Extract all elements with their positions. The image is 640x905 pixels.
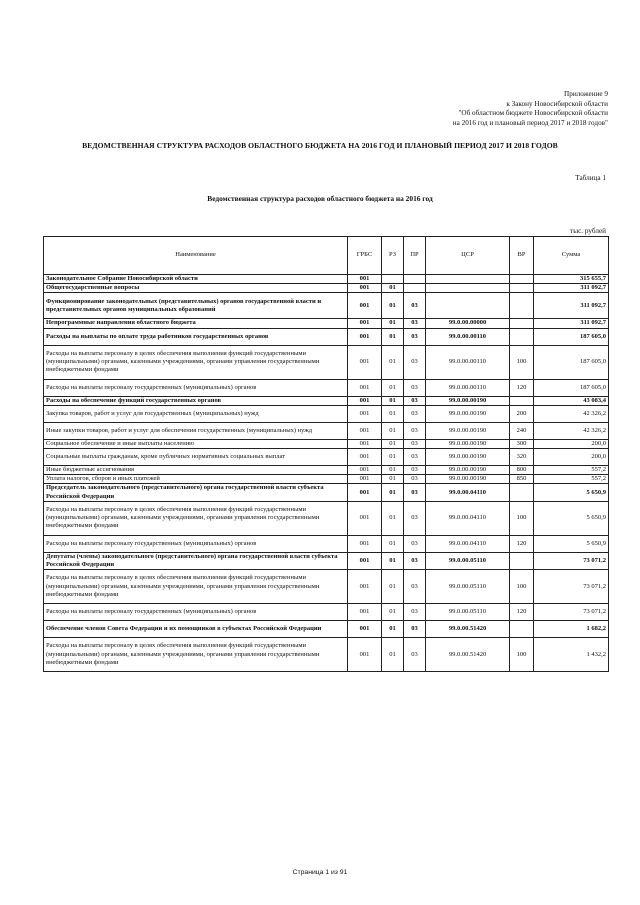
appendix-line: Приложение 9 — [564, 90, 608, 98]
cell-pr: 03 — [404, 379, 426, 396]
table-row — [44, 449, 609, 466]
cell-csr: 99.0.00.05110 — [426, 570, 510, 604]
cell-pr: 03 — [404, 439, 426, 448]
cell-sum: 42 326,2 — [534, 405, 609, 422]
cell-pr: 03 — [404, 552, 426, 569]
cell-grbs: 001 — [348, 345, 382, 379]
header-vr: ВР — [510, 237, 534, 275]
cell-sum: 42 326,2 — [534, 422, 609, 439]
cell-csr — [426, 293, 510, 319]
cell-vr: 240 — [510, 422, 534, 439]
cell-pr: 03 — [404, 405, 426, 422]
table-row — [44, 422, 609, 439]
cell-rz: 01 — [382, 535, 404, 552]
cell-vr — [510, 293, 534, 319]
cell-pr: 03 — [404, 466, 426, 475]
cell-grbs: 001 — [348, 293, 382, 319]
cell-grbs: 001 — [348, 604, 382, 621]
cell-grbs: 001 — [348, 379, 382, 396]
cell-csr: 99.0.00.51420 — [426, 621, 510, 638]
cell-grbs: 001 — [348, 328, 382, 345]
table-row — [44, 604, 609, 621]
cell-pr: 03 — [404, 570, 426, 604]
cell-rz: 01 — [382, 422, 404, 439]
cell-rz: 01 — [382, 319, 404, 328]
cell-rz: 01 — [382, 552, 404, 569]
cell-rz — [382, 275, 404, 284]
page-footer: Страница 1 из 91 — [292, 869, 348, 876]
table-header-row — [44, 237, 609, 275]
table-row — [44, 552, 609, 569]
table-row — [44, 275, 609, 284]
units-label: тыс. рублей — [570, 227, 606, 235]
table-row — [44, 405, 609, 422]
cell-grbs: 001 — [348, 484, 382, 501]
cell-name: Расходы на выплаты персоналу государственных (муниципальных) органов — [44, 379, 348, 396]
cell-grbs: 001 — [348, 535, 382, 552]
table-row — [44, 638, 609, 672]
cell-sum: 200,0 — [534, 449, 609, 466]
cell-rz: 01 — [382, 621, 404, 638]
cell-vr — [510, 552, 534, 569]
cell-csr: 99.0.00.05110 — [426, 604, 510, 621]
cell-pr: 03 — [404, 328, 426, 345]
cell-grbs: 001 — [348, 319, 382, 328]
cell-name: Социальные выплаты гражданам, кроме публичных нормативных социальных выплат — [44, 449, 348, 466]
cell-grbs: 001 — [348, 284, 382, 293]
cell-csr: 99.0.00.00190 — [426, 449, 510, 466]
cell-vr — [510, 275, 534, 284]
cell-csr: 99.0.00.00190 — [426, 422, 510, 439]
table-row — [44, 466, 609, 475]
cell-csr: 99.0.00.00000 — [426, 319, 510, 328]
cell-rz: 01 — [382, 501, 404, 535]
header-pr: ПР — [404, 237, 426, 275]
header-csr: ЦСР — [426, 237, 510, 275]
cell-grbs: 001 — [348, 439, 382, 448]
cell-grbs: 001 — [348, 475, 382, 484]
cell-name: Обеспечение членов Совета Федерации и их помощников в субъектах Российской Федерации — [44, 621, 348, 638]
cell-grbs: 001 — [348, 405, 382, 422]
cell-vr: 100 — [510, 570, 534, 604]
table-row — [44, 570, 609, 604]
cell-pr: 03 — [404, 422, 426, 439]
cell-name: Расходы на выплаты персоналу в целях обеспечения выполнения функций государственными (муниципальными) органами, казенными учреждениями, органами управления государственными внебюджетными фондами — [44, 345, 348, 379]
cell-csr: 99.0.00.04110 — [426, 501, 510, 535]
cell-pr: 03 — [404, 501, 426, 535]
header-grbs: ГРБС — [348, 237, 382, 275]
cell-vr — [510, 319, 534, 328]
cell-grbs: 001 — [348, 466, 382, 475]
cell-rz: 01 — [382, 328, 404, 345]
cell-vr: 100 — [510, 501, 534, 535]
cell-grbs: 001 — [348, 449, 382, 466]
cell-vr: 100 — [510, 638, 534, 672]
cell-csr — [426, 275, 510, 284]
table-row — [44, 379, 609, 396]
table-row — [44, 621, 609, 638]
cell-csr: 99.0.00.00110 — [426, 328, 510, 345]
cell-sum: 1 682,2 — [534, 621, 609, 638]
cell-rz: 01 — [382, 284, 404, 293]
cell-pr: 03 — [404, 621, 426, 638]
cell-vr — [510, 484, 534, 501]
table-body — [44, 275, 609, 672]
cell-sum: 187 605,0 — [534, 379, 609, 396]
cell-sum: 1 432,2 — [534, 638, 609, 672]
cell-vr: 100 — [510, 345, 534, 379]
cell-csr: 99.0.00.51420 — [426, 638, 510, 672]
cell-sum: 187 605,0 — [534, 328, 609, 345]
table-row — [44, 535, 609, 552]
header-rz: РЗ — [382, 237, 404, 275]
cell-sum: 557,2 — [534, 466, 609, 475]
cell-pr: 03 — [404, 396, 426, 405]
cell-rz: 01 — [382, 466, 404, 475]
cell-vr: 300 — [510, 439, 534, 448]
cell-grbs: 001 — [348, 275, 382, 284]
cell-sum: 200,0 — [534, 439, 609, 448]
cell-name: Общегосударственные вопросы — [44, 284, 348, 293]
table-row — [44, 328, 609, 345]
cell-name: Непрограммные направления областного бюджета — [44, 319, 348, 328]
cell-csr: 99.0.00.00110 — [426, 379, 510, 396]
cell-vr: 120 — [510, 604, 534, 621]
table-row — [44, 484, 609, 501]
cell-vr: 320 — [510, 449, 534, 466]
cell-sum: 5 650,9 — [534, 535, 609, 552]
header-sum: Сумма — [534, 237, 609, 275]
cell-pr: 03 — [404, 535, 426, 552]
cell-vr: 200 — [510, 405, 534, 422]
table-row — [44, 396, 609, 405]
cell-name: Расходы на выплаты персоналу в целях обеспечения выполнения функций государственными (муниципальными) органами, казенными учреждениями, органами управления государственными внебюджетными фондами — [44, 570, 348, 604]
cell-name: Расходы на выплаты персоналу в целях обеспечения выполнения функций государственными (муниципальными) органами, казенными учреждениями, органами управления государственными внебюджетными фондами — [44, 638, 348, 672]
cell-grbs: 001 — [348, 501, 382, 535]
appendix-line: к Закону Новосибирской области — [506, 99, 608, 108]
cell-grbs: 001 — [348, 396, 382, 405]
cell-rz: 01 — [382, 475, 404, 484]
cell-grbs: 001 — [348, 552, 382, 569]
table-row — [44, 293, 609, 319]
cell-sum: 311 092,7 — [534, 284, 609, 293]
cell-pr: 03 — [404, 484, 426, 501]
cell-vr — [510, 284, 534, 293]
cell-sum: 5 650,9 — [534, 484, 609, 501]
cell-vr: 120 — [510, 535, 534, 552]
appendix-reference — [308, 90, 608, 128]
cell-rz: 01 — [382, 396, 404, 405]
cell-grbs: 001 — [348, 570, 382, 604]
cell-name: Расходы на выплаты персоналу государственных (муниципальных) органов — [44, 604, 348, 621]
cell-sum: 315 655,7 — [534, 275, 609, 284]
document-title: ВЕДОМСТВЕННАЯ СТРУКТУРА РАСХОДОВ ОБЛАСТНОГО БЮДЖЕТА НА 2016 ГОД И ПЛАНОВЫЙ ПЕРИОД 2017 И 2018 ГОДОВ — [82, 141, 558, 150]
cell-sum: 5 650,9 — [534, 501, 609, 535]
cell-csr: 99.0.00.00190 — [426, 405, 510, 422]
cell-name: Расходы на выплаты персоналу государственных (муниципальных) органов — [44, 535, 348, 552]
cell-name: Расходы на обеспечение функций государственных органов — [44, 396, 348, 405]
cell-rz: 01 — [382, 379, 404, 396]
cell-name: Уплата налогов, сборов и иных платежей — [44, 475, 348, 484]
cell-sum: 73 071,2 — [534, 604, 609, 621]
cell-pr: 03 — [404, 604, 426, 621]
cell-name: Председатель законодательного (представительного) органа государственной власти субъекта Российской Федерации — [44, 484, 348, 501]
cell-name: Законодательное Собрание Новосибирской области — [44, 275, 348, 284]
cell-sum: 73 071,2 — [534, 570, 609, 604]
cell-vr: 120 — [510, 379, 534, 396]
cell-vr — [510, 621, 534, 638]
table-row — [44, 319, 609, 328]
cell-sum: 187 605,0 — [534, 345, 609, 379]
cell-pr: 03 — [404, 293, 426, 319]
cell-sum: 557,2 — [534, 475, 609, 484]
table-label: Таблица 1 — [575, 174, 606, 182]
cell-pr: 03 — [404, 475, 426, 484]
table-row — [44, 284, 609, 293]
cell-vr — [510, 328, 534, 345]
appendix-line: "Об областном бюджете Новосибирской области — [458, 109, 608, 118]
appendix-line: на 2016 год и плановый период 2017 и 2018 годов" — [452, 118, 608, 127]
table-row — [44, 345, 609, 379]
table-row — [44, 475, 609, 484]
cell-vr: 850 — [510, 475, 534, 484]
cell-rz: 01 — [382, 570, 404, 604]
cell-pr: 03 — [404, 449, 426, 466]
header-name: Наименование — [44, 237, 348, 275]
cell-name: Социальное обеспечение и иные выплаты населению — [44, 439, 348, 448]
cell-sum: 73 071,2 — [534, 552, 609, 569]
table-row — [44, 439, 609, 448]
cell-sum: 311 092,7 — [534, 319, 609, 328]
cell-grbs: 001 — [348, 422, 382, 439]
cell-rz: 01 — [382, 604, 404, 621]
cell-grbs: 001 — [348, 638, 382, 672]
cell-name: Депутаты (члены) законодательного (представительного) органа государственной власти субъекта Российской Федерации — [44, 552, 348, 569]
cell-csr: 99.0.00.04110 — [426, 484, 510, 501]
cell-rz: 01 — [382, 449, 404, 466]
budget-table — [43, 236, 609, 672]
cell-pr — [404, 284, 426, 293]
cell-rz: 01 — [382, 405, 404, 422]
cell-vr: 800 — [510, 466, 534, 475]
cell-rz: 01 — [382, 638, 404, 672]
cell-sum: 43 083,4 — [534, 396, 609, 405]
cell-name: Расходы на выплаты персоналу в целях обеспечения выполнения функций государственными (муниципальными) органами, казенными учреждениями, органами управления государственными внебюджетными фондами — [44, 501, 348, 535]
cell-csr: 99.0.00.00190 — [426, 475, 510, 484]
cell-csr — [426, 284, 510, 293]
cell-csr: 99.0.00.00190 — [426, 396, 510, 405]
cell-rz: 01 — [382, 484, 404, 501]
cell-csr: 99.0.00.00110 — [426, 345, 510, 379]
cell-sum: 311 092,7 — [534, 293, 609, 319]
cell-csr: 99.0.00.00190 — [426, 466, 510, 475]
cell-pr: 03 — [404, 345, 426, 379]
cell-vr — [510, 396, 534, 405]
cell-pr: 03 — [404, 638, 426, 672]
cell-rz: 01 — [382, 293, 404, 319]
cell-name: Функционирование законодательных (представительных) органов государственной власти и представительных органов муниципальных образований — [44, 293, 348, 319]
cell-rz: 01 — [382, 345, 404, 379]
table-row — [44, 501, 609, 535]
cell-grbs: 001 — [348, 621, 382, 638]
table-subtitle: Ведомственная структура расходов областного бюджета на 2016 год — [207, 194, 433, 203]
cell-name: Иные бюджетные ассигнования — [44, 466, 348, 475]
cell-name: Закупка товаров, работ и услуг для государственных (муниципальных) нужд — [44, 405, 348, 422]
cell-csr: 99.0.00.04110 — [426, 535, 510, 552]
cell-pr — [404, 275, 426, 284]
cell-csr: 99.0.00.00190 — [426, 439, 510, 448]
cell-name: Иные закупки товаров, работ и услуг для обеспечения государственных (муниципальных) нужд — [44, 422, 348, 439]
cell-rz: 01 — [382, 439, 404, 448]
cell-pr: 03 — [404, 319, 426, 328]
cell-csr: 99.0.00.05110 — [426, 552, 510, 569]
cell-name: Расходы на выплаты по оплате труда работников государственных органов — [44, 328, 348, 345]
